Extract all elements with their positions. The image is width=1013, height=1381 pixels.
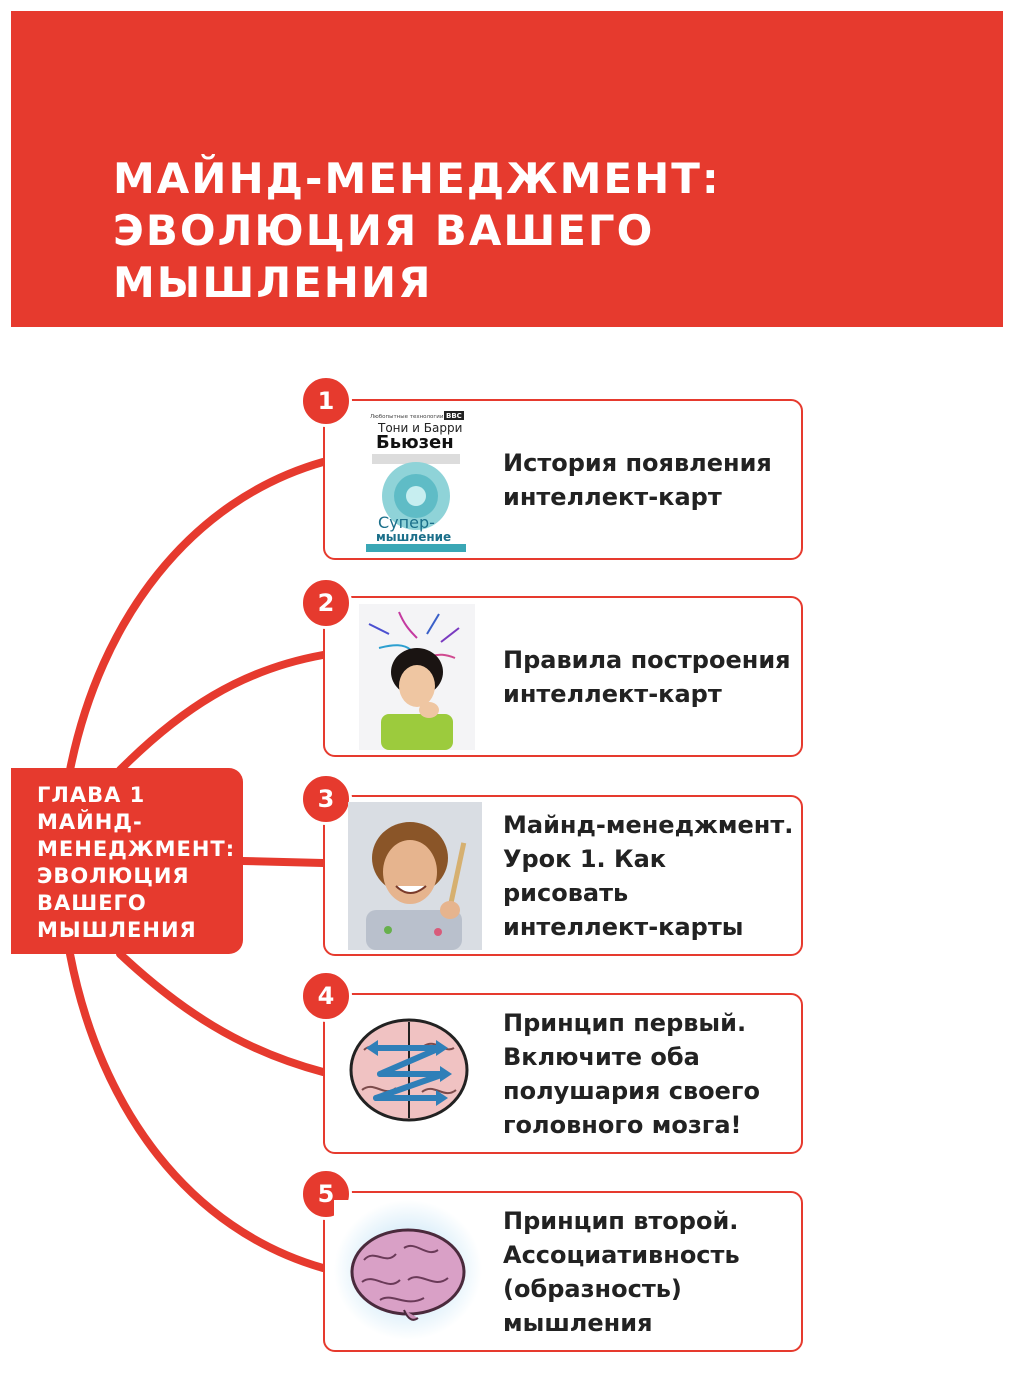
chapter-label: ГЛАВА 1 МАЙНД- МЕНЕДЖМЕНТ: ЭВОЛЮЦИЯ ВАШЕГО МЫШЛЕНИЯ — [37, 783, 236, 942]
connector-4 — [120, 954, 323, 1072]
cover-title-1: Супер- — [378, 513, 435, 532]
item-title: Майнд-менеджмент. Урок 1. Как рисовать интеллект-карты — [503, 810, 794, 941]
connector-5 — [70, 954, 323, 1268]
brain-arrows-illustration — [344, 1010, 474, 1130]
item-title: Принцип первый. Включите оба полушария своего головного мозга! — [503, 1008, 760, 1139]
item-number-badge: 4 — [300, 970, 352, 1022]
connector-2 — [120, 655, 323, 770]
connector-1 — [70, 462, 323, 770]
girl-thinking-photo — [359, 604, 475, 750]
item-title: Правила построения интеллект-карт — [503, 645, 791, 708]
item-number-badge: 3 — [300, 773, 352, 825]
connector-3 — [243, 861, 323, 863]
glowing-brain-illustration — [334, 1200, 482, 1340]
item-number-badge: 2 — [300, 577, 352, 629]
cover-brand: BBC — [446, 412, 462, 420]
item-number-badge: 1 — [300, 375, 352, 427]
cover-authors-1: Тони и Барри — [378, 421, 463, 435]
item-title: История появления интеллект-карт — [503, 448, 772, 511]
cover-title-2: мышление — [376, 530, 452, 544]
boy-with-brush-photo — [348, 802, 482, 950]
book-cover-image — [366, 408, 466, 552]
item-title: Принцип второй. Ассоциативность (образность) мышления — [503, 1206, 740, 1337]
page-title: МАЙНД-МЕНЕДЖМЕНТ: ЭВОЛЮЦИЯ ВАШЕГО МЫШЛЕНИЯ — [113, 154, 721, 307]
chapter-hub — [11, 768, 243, 954]
cover-authors-2: Бьюзен — [376, 432, 454, 453]
cover-series: Любопытные технологии — [370, 414, 444, 420]
item-number-badge: 5 — [300, 1168, 352, 1220]
